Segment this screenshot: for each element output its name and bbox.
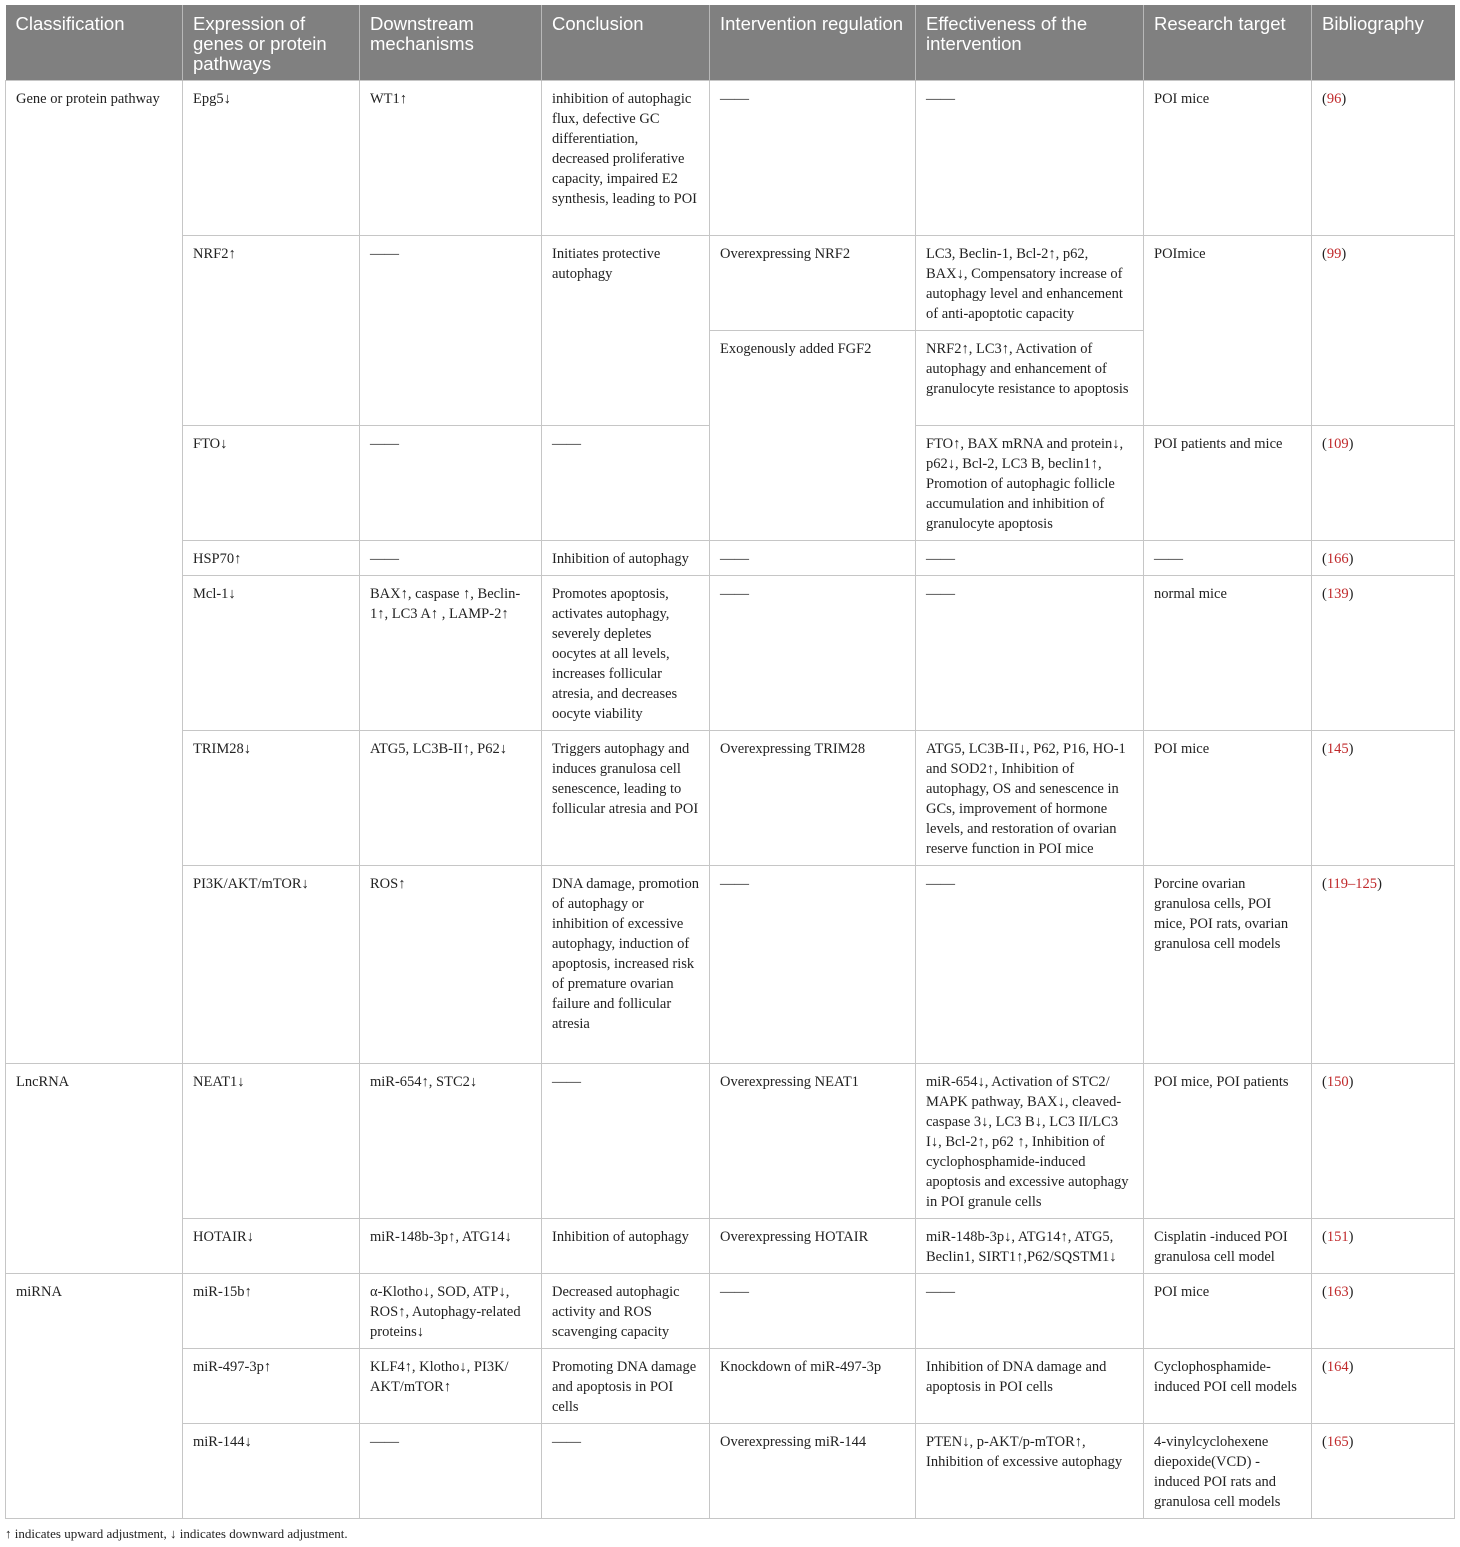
cell-bibliography: (166) [1312,541,1455,576]
cell-effectiveness: —— [916,866,1144,1064]
cell-conclusion: Decreased autophagic activity and ROS scavenging capacity [542,1274,710,1349]
cell-effectiveness: LC3, Beclin-1, Bcl-2↑, p62, BAX↓, Compensatory increase of autophagy level and enhancement of anti-apoptotic capacity [916,236,1144,331]
cell-target: Cisplatin -induced POI granulosa cell model [1144,1219,1312,1274]
cell-conclusion: —— [542,1424,710,1519]
cell-expression: Epg5↓ [183,81,360,236]
table-footnote: ↑ indicates upward adjustment, ↓ indicates downward adjustment. [5,1526,348,1541]
results-table [5,5,1455,1519]
cell-intervention: Knockdown of miR-497-3p [710,1349,916,1424]
cell-target: POImice [1144,236,1312,426]
cell-effectiveness: miR-654↓, Activation of STC2/ MAPK pathway, BAX↓, cleaved-caspase 3↓, LC3 B↓, LC3 II/LC3 I↓, Bcl-2↑, p62 ↑, Inhibition of cyclophosphamide-induced apoptosis and excessive autophagy in POI granule cells [916,1064,1144,1219]
cell-effectiveness: —— [916,1274,1144,1349]
table-row [6,1219,1455,1274]
cell-downstream: ATG5, LC3B-II↑, P62↓ [360,731,542,866]
cell-target: POI mice [1144,81,1312,236]
header-downstream: Downstream mechanisms [360,5,542,81]
reference-link[interactable]: 165 [1326,1434,1349,1450]
reference-link[interactable]: 163 [1326,1284,1349,1300]
table-row [6,541,1455,576]
cell-intervention: Overexpressing miR-144 [710,1424,916,1519]
cell-downstream: WT1↑ [360,81,542,236]
cell-downstream: miR-654↑, STC2↓ [360,1064,542,1219]
cell-expression: TRIM28↓ [183,731,360,866]
cell-bibliography: (96) [1312,81,1455,236]
table-row [6,1349,1455,1424]
cell-bibliography: (165) [1312,1424,1455,1519]
cell-conclusion: —— [542,1064,710,1219]
header-row [6,5,1455,81]
table-row [6,81,1455,236]
cell-target: Porcine ovarian granulosa cells, POI mice, POI rats, ovarian granulosa cell models [1144,866,1312,1064]
cell-bibliography: (163) [1312,1274,1455,1349]
reference-link[interactable]: 96 [1326,91,1342,107]
table-row [6,576,1455,731]
cell-bibliography: (150) [1312,1064,1455,1219]
header-conclusion: Conclusion [542,5,710,81]
cell-target: Cyclophosphamide-induced POI cell models [1144,1349,1312,1424]
cell-downstream: ROS↑ [360,866,542,1064]
cell-target: POI mice, POI patients [1144,1064,1312,1219]
reference-link[interactable]: 109 [1326,436,1349,452]
cell-intervention: Overexpressing HOTAIR [710,1219,916,1274]
cell-expression: Mcl-1↓ [183,576,360,731]
cell-effectiveness: PTEN↓, p-AKT/p-mTOR↑, Inhibition of excessive autophagy [916,1424,1144,1519]
cell-intervention: Overexpressing NEAT1 [710,1064,916,1219]
cell-conclusion: Inhibition of autophagy [542,541,710,576]
reference-link[interactable]: 166 [1326,551,1349,567]
cell-effectiveness: FTO↑, BAX mRNA and protein↓, p62↓, Bcl-2, LC3 B, beclin1↑, Promotion of autophagic follicle accumulation and inhibition of granulocyte apoptosis [916,426,1144,541]
cell-effectiveness: NRF2↑, LC3↑, Activation of autophagy and enhancement of granulocyte resistance to apoptosis [916,331,1144,426]
header-bibliography: Bibliography [1312,5,1455,81]
cell-conclusion: Inhibition of autophagy [542,1219,710,1274]
reference-link[interactable]: 150 [1326,1074,1349,1090]
cell-effectiveness: Inhibition of DNA damage and apoptosis in POI cells [916,1349,1144,1424]
table-row [6,236,1455,331]
cell-target: POI mice [1144,731,1312,866]
cell-expression: miR-15b↑ [183,1274,360,1349]
cell-downstream: —— [360,541,542,576]
cell-bibliography: (151) [1312,1219,1455,1274]
cell-target: 4-vinylcyclohexene diepoxide(VCD) -induced POI rats and granulosa cell models [1144,1424,1312,1519]
cell-conclusion: —— [542,426,710,541]
cell-intervention: —— [710,81,916,236]
cell-expression: NEAT1↓ [183,1064,360,1219]
reference-link[interactable]: 145 [1326,741,1349,757]
cell-target: normal mice [1144,576,1312,731]
cell-expression: HSP70↑ [183,541,360,576]
cell-intervention: —— [710,866,916,1064]
cell-conclusion: Promotes apoptosis, activates autophagy, severely depletes oocytes at all levels, increases follicular atresia, and decreases oocyte viability [542,576,710,731]
reference-link[interactable]: 151 [1326,1229,1349,1245]
cell-effectiveness: miR-148b-3p↓, ATG14↑, ATG5, Beclin1, SIRT1↑,P62/SQSTM1↓ [916,1219,1144,1274]
cell-bibliography: (119–125) [1312,866,1455,1064]
cell-bibliography: (139) [1312,576,1455,731]
cell-expression: FTO↓ [183,426,360,541]
cell-intervention: —— [710,1274,916,1349]
header-expression: Expression of genes or protein pathways [183,5,360,81]
cell-effectiveness: —— [916,541,1144,576]
cell-effectiveness: ATG5, LC3B-II↓, P62, P16, HO-1 and SOD2↑, Inhibition of autophagy, OS and senescence in GCs, improvement of hormone levels, and restoration of ovarian reserve function in POI mice [916,731,1144,866]
cell-conclusion: Initiates protective autophagy [542,236,710,426]
cell-downstream: BAX↑, caspase ↑, Beclin-1↑, LC3 A↑ , LAMP-2↑ [360,576,542,731]
cell-expression: PI3K/AKT/mTOR↓ [183,866,360,1064]
reference-link[interactable]: 164 [1326,1359,1349,1375]
cell-conclusion: inhibition of autophagic flux, defective GC differentiation, decreased proliferative capacity, impaired E2 synthesis, leading to POI [542,81,710,236]
cell-conclusion: Promoting DNA damage and apoptosis in POI cells [542,1349,710,1424]
cell-intervention: —— [710,541,916,576]
cell-target: POI mice [1144,1274,1312,1349]
cell-bibliography: (99) [1312,236,1455,426]
header-classification: Classification [6,5,183,81]
category-gene-continued [6,866,183,1064]
cell-expression: HOTAIR↓ [183,1219,360,1274]
cell-intervention: Exogenously added FGF2 [710,331,916,541]
cell-target: —— [1144,541,1312,576]
header-effectiveness: Effectiveness of the intervention [916,5,1144,81]
reference-link[interactable]: 139 [1326,586,1349,602]
cell-downstream: —— [360,1424,542,1519]
table-row [6,1274,1455,1349]
cell-intervention: —— [710,576,916,731]
table-row [6,1424,1455,1519]
cell-conclusion: DNA damage, promotion of autophagy or inhibition of excessive autophagy, induction of apoptosis, increased risk of premature ovarian failure and follicular atresia [542,866,710,1064]
cell-target: POI patients and mice [1144,426,1312,541]
reference-link[interactable]: 119–125 [1326,876,1378,892]
cell-bibliography: (164) [1312,1349,1455,1424]
table-row [6,1064,1455,1219]
cell-conclusion: Triggers autophagy and induces granulosa cell senescence, leading to follicular atresia and POI [542,731,710,866]
cell-bibliography: (109) [1312,426,1455,541]
cell-downstream: —— [360,426,542,541]
cell-downstream: miR-148b-3p↑, ATG14↓ [360,1219,542,1274]
cell-expression: miR-497-3p↑ [183,1349,360,1424]
header-intervention: Intervention regulation [710,5,916,81]
category-mirna: miRNA [6,1274,183,1519]
category-lncrna: LncRNA [6,1064,183,1274]
cell-downstream: —— [360,236,542,426]
table-row [6,731,1455,866]
cell-intervention: Overexpressing NRF2 [710,236,916,331]
cell-expression: NRF2↑ [183,236,360,426]
table-row [6,866,1455,1064]
reference-link[interactable]: 99 [1326,246,1342,262]
header-research-target: Research target [1144,5,1312,81]
cell-intervention: Overexpressing TRIM28 [710,731,916,866]
cell-expression: miR-144↓ [183,1424,360,1519]
cell-downstream: KLF4↑, Klotho↓, PI3K/ AKT/mTOR↑ [360,1349,542,1424]
category-gene-protein-pathway: Gene or protein pathway [6,81,183,866]
cell-effectiveness: —— [916,81,1144,236]
cell-effectiveness: —— [916,576,1144,731]
cell-downstream: α-Klotho↓, SOD, ATP↓, ROS↑, Autophagy-related proteins↓ [360,1274,542,1349]
cell-bibliography: (145) [1312,731,1455,866]
